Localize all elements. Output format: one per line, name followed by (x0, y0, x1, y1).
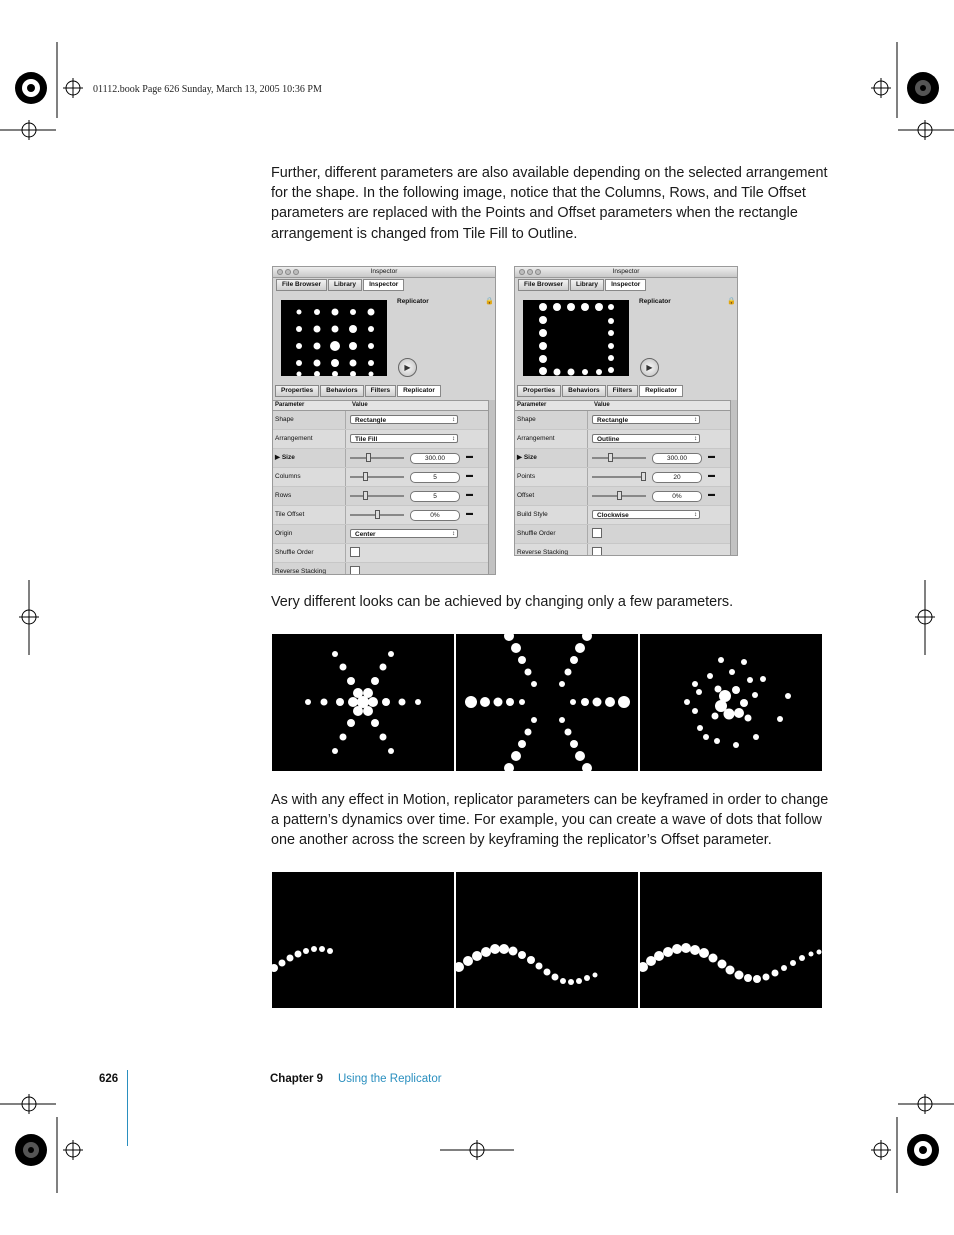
inspector-right (514, 266, 738, 556)
reset-dash[interactable]: ▬ (466, 453, 473, 460)
table-row (273, 525, 488, 544)
arrangement-popup[interactable]: Tile Fill ↕ (350, 434, 458, 443)
table-row (515, 430, 730, 449)
reset-dash[interactable]: ▬ (708, 453, 715, 460)
disclosure-triangle-icon[interactable]: ▶ (275, 454, 280, 461)
reverse-stacking-checkbox[interactable] (350, 566, 360, 575)
window-title: Inspector (370, 268, 398, 275)
footer-rule (127, 1070, 128, 1146)
disclosure-triangle-icon[interactable]: ▶ (517, 454, 522, 461)
column-value: Value (594, 402, 610, 408)
tab-replicator[interactable]: Replicator (397, 385, 441, 397)
slider-thumb[interactable] (363, 491, 368, 500)
table-row (515, 544, 730, 556)
column-parameter: Parameter (275, 402, 305, 408)
points-slider[interactable] (592, 476, 646, 478)
lock-icon[interactable]: 🔒 (727, 298, 736, 305)
size-field[interactable]: 300.00 (652, 453, 702, 464)
preview-thumbnail (281, 300, 387, 376)
tab-replicator[interactable]: Replicator (639, 385, 683, 397)
shuffle-order-checkbox[interactable] (592, 528, 602, 538)
param-name: Columns (273, 468, 346, 486)
window-title: Inspector (612, 268, 640, 275)
paragraph-3: As with any effect in Motion, replicator parameters can be keyframed in order to change a pattern’s dynamics over time. For example, you can create a wave of dots that follow one another across the screen by keyframing the replicator’s Offset parameter. (271, 792, 829, 849)
minimize-icon[interactable] (285, 269, 291, 275)
preview-thumbnail (523, 300, 629, 376)
param-name: Arrangement (273, 430, 346, 448)
reset-dash[interactable]: ▬ (708, 472, 715, 479)
table-row (273, 563, 488, 575)
slider-thumb[interactable] (641, 472, 646, 481)
table-header (515, 400, 730, 411)
offset-slider[interactable] (592, 495, 646, 497)
paragraph-2: Very different looks can be achieved by changing only a few parameters. (271, 594, 734, 610)
shape-popup[interactable]: Rectangle ↕ (350, 415, 458, 424)
param-name: Reverse Stacking (273, 563, 346, 575)
tab-properties[interactable]: Properties (517, 385, 561, 397)
parameter-table (273, 400, 488, 575)
param-name: Rows (273, 487, 346, 505)
tab-behaviors[interactable]: Behaviors (320, 385, 363, 397)
example-wave-frame-2 (456, 872, 638, 1008)
lock-icon[interactable]: 🔒 (485, 298, 494, 305)
param-name: Size (523, 454, 537, 461)
print-header: 01112.book Page 626 Sunday, March 13, 2005 10:36 PM (93, 84, 322, 95)
slider-thumb[interactable] (366, 453, 371, 462)
param-name: Points (515, 468, 588, 486)
reset-dash[interactable]: ▬ (466, 472, 473, 479)
origin-popup[interactable]: Center ↕ (350, 529, 458, 538)
tile-offset-field[interactable]: 0% (410, 510, 460, 521)
table-row (273, 449, 488, 468)
param-name: Origin (273, 525, 346, 543)
reverse-stacking-checkbox[interactable] (592, 547, 602, 556)
column-value: Value (352, 402, 368, 408)
tab-library[interactable]: Library (328, 279, 362, 291)
rows-field[interactable]: 5 (410, 491, 460, 502)
zoom-icon[interactable] (293, 269, 299, 275)
close-icon[interactable] (277, 269, 283, 275)
outline-preview (523, 300, 629, 376)
size-slider[interactable] (350, 457, 404, 459)
param-name: Shape (515, 411, 588, 429)
object-name: Replicator (397, 298, 429, 305)
table-row (515, 411, 730, 430)
tab-file-browser[interactable]: File Browser (276, 279, 327, 291)
table-header (273, 400, 488, 411)
size-slider[interactable] (592, 457, 646, 459)
titlebar (273, 267, 495, 278)
build-style-popup[interactable]: Clockwise ↕ (592, 510, 700, 519)
offset-field[interactable]: 0% (652, 491, 702, 502)
table-row (515, 468, 730, 487)
table-row (273, 544, 488, 563)
param-name: Shuffle Order (273, 544, 346, 562)
table-row (273, 468, 488, 487)
paragraph-1: Further, different parameters are also available depending on the selected arrangement for the shape. In the following image, notice that the Columns, Rows, and Tile Offset parameters are replaced with the Points and Offset parameters when the rectangle arrangement is changed from Tile Fill to Outline. (271, 165, 828, 242)
tab-filters[interactable]: Filters (607, 385, 639, 397)
table-row (273, 411, 488, 430)
points-field[interactable]: 20 (652, 472, 702, 483)
inspector-left (272, 266, 496, 575)
play-icon[interactable]: ▶ (640, 358, 659, 377)
tab-file-browser[interactable]: File Browser (518, 279, 569, 291)
slider-thumb[interactable] (375, 510, 380, 519)
titlebar (515, 267, 737, 278)
table-row (515, 487, 730, 506)
table-row (273, 430, 488, 449)
shape-popup[interactable]: Rectangle ↕ (592, 415, 700, 424)
table-row (515, 449, 730, 468)
tab-filters[interactable]: Filters (365, 385, 397, 397)
param-name: Arrangement (515, 430, 588, 448)
tab-behaviors[interactable]: Behaviors (562, 385, 605, 397)
scrollbar[interactable] (488, 400, 495, 574)
zoom-icon[interactable] (535, 269, 541, 275)
columns-slider[interactable] (350, 476, 404, 478)
tab-properties[interactable]: Properties (275, 385, 319, 397)
param-name: Shuffle Order (515, 525, 588, 543)
example-wave-frame-3 (640, 872, 822, 1008)
table-row (273, 487, 488, 506)
minimize-icon[interactable] (527, 269, 533, 275)
table-row (515, 525, 730, 544)
chapter-label: Chapter 9 (270, 1073, 324, 1085)
param-name: Shape (273, 411, 346, 429)
table-row (273, 506, 488, 525)
param-name: Build Style (515, 506, 588, 524)
reset-dash[interactable]: ▬ (466, 510, 473, 517)
chapter-title-link[interactable]: Using the Replicator (338, 1073, 442, 1085)
size-field[interactable]: 300.00 (410, 453, 460, 464)
param-name: Tile Offset (273, 506, 346, 524)
object-name: Replicator (639, 298, 671, 305)
columns-field[interactable]: 5 (410, 472, 460, 483)
arrangement-popup[interactable]: Outline ↕ (592, 434, 700, 443)
tab-inspector[interactable]: Inspector (605, 279, 646, 291)
column-parameter: Parameter (517, 402, 547, 408)
tile-fill-preview (281, 300, 387, 376)
page-number: 626 (99, 1073, 119, 1085)
example-spiral (640, 634, 822, 771)
example-star-large (456, 634, 638, 771)
tab-library[interactable]: Library (570, 279, 604, 291)
reset-dash[interactable]: ▬ (466, 491, 473, 498)
slider-thumb[interactable] (617, 491, 622, 500)
scrollbar[interactable] (730, 400, 737, 555)
shuffle-order-checkbox[interactable] (350, 547, 360, 557)
example-wave-frame-1 (272, 872, 454, 1008)
rows-slider[interactable] (350, 495, 404, 497)
tab-inspector[interactable]: Inspector (363, 279, 404, 291)
param-name: Reverse Stacking (515, 544, 588, 556)
slider-thumb[interactable] (363, 472, 368, 481)
close-icon[interactable] (519, 269, 525, 275)
param-name: Size (281, 454, 295, 461)
example-star-small (272, 634, 454, 771)
play-icon[interactable]: ▶ (398, 358, 417, 377)
parameter-table (515, 400, 730, 556)
param-name: Offset (515, 487, 588, 505)
table-row (515, 506, 730, 525)
reset-dash[interactable]: ▬ (708, 491, 715, 498)
slider-thumb[interactable] (608, 453, 613, 462)
tile-offset-slider[interactable] (350, 514, 404, 516)
